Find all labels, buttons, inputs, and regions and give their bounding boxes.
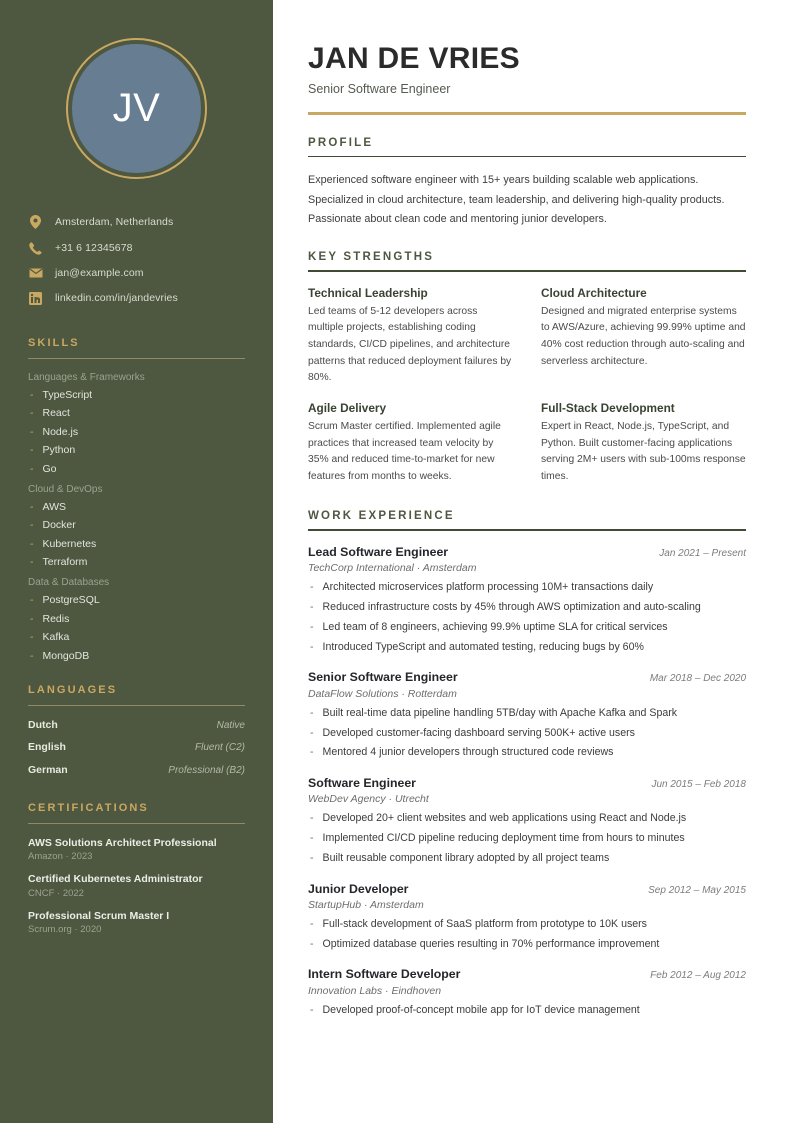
strength-title: Full-Stack Development: [541, 401, 675, 416]
skill-item: [24, 426, 249, 438]
certification-meta: Amazon · 2023: [28, 851, 93, 862]
skill-group: [24, 372, 249, 475]
strength-description: Expert in React, Node.js, TypeScript, and Python. Built customer-facing applications serving 2M+ users with sub-100ms response times.: [541, 421, 746, 483]
skill-label: PostgreSQL: [42, 594, 100, 606]
dash-bullet: -: [310, 726, 314, 739]
dash-bullet: -: [30, 594, 34, 606]
dash-bullet: -: [310, 746, 314, 759]
dash-bullet: -: [310, 581, 314, 594]
skill-label: Node.js: [42, 425, 79, 438]
job-header-row: [308, 670, 746, 684]
certification-item: [24, 910, 249, 936]
job-bullet: [308, 936, 746, 952]
contact-text: +31 6 12345678: [55, 242, 133, 254]
skill-label: Kafka: [42, 631, 70, 643]
dash-bullet: -: [30, 556, 34, 568]
skill-group-label: Languages & Frameworks: [28, 371, 145, 383]
languages-section: [24, 684, 249, 776]
job-bullet: [308, 619, 746, 635]
dash-bullet: -: [30, 519, 34, 531]
dash-bullet: -: [30, 649, 34, 662]
language-row: [24, 764, 249, 776]
skills-heading: SKILLS: [28, 336, 80, 349]
skill-label: Python: [42, 444, 76, 456]
languages-heading: LANGUAGES: [28, 683, 118, 696]
dash-bullet: -: [310, 620, 314, 633]
job-bullet-text: Developed customer-facing dashboard serving 500K+ active users: [322, 726, 635, 739]
contact-text: Amsterdam, Netherlands: [55, 216, 174, 228]
dash-bullet: -: [30, 407, 34, 419]
contact-list: [24, 215, 249, 305]
skill-item: [24, 444, 249, 456]
certifications-section: [24, 802, 249, 936]
skill-item: [24, 538, 249, 550]
job-bullet: [308, 579, 746, 595]
certifications-heading: CERTIFICATIONS: [28, 801, 149, 814]
skill-item: [24, 631, 249, 643]
contact-text: jan@example.com: [55, 267, 144, 279]
job-header-row: [308, 545, 746, 559]
language-row: [24, 719, 249, 731]
certification-name: Certified Kubernetes Administrator: [28, 873, 203, 885]
job-bullet-text: Reduced infrastructure costs by 45% through AWS optimization and auto-scaling: [322, 600, 701, 613]
work-experience-heading: WORK EXPERIENCE: [308, 509, 455, 522]
linkedin-icon: [28, 292, 43, 305]
profile-heading: PROFILE: [308, 136, 374, 149]
dash-bullet: -: [310, 600, 314, 613]
job-dates: Mar 2018 – Dec 2020: [649, 673, 746, 685]
language-name: German: [28, 763, 68, 776]
job-dates: Sep 2012 – May 2015: [648, 884, 746, 896]
language-level: Native: [216, 719, 245, 731]
dash-bullet: -: [30, 631, 34, 643]
skill-group: [24, 577, 249, 662]
job-bullet-text: Built real-time data pipeline handling 5TB/day with Apache Kafka and Spark: [322, 706, 678, 719]
avatar-wrap: [24, 38, 249, 179]
job-role: Software Engineer: [308, 775, 416, 790]
job-bullet-text: Led team of 8 engineers, achieving 99.9% uptime SLA for critical services: [322, 620, 668, 633]
job-entry: [308, 882, 746, 953]
skill-item: [24, 463, 249, 475]
job-entry: [308, 670, 746, 761]
certification-meta: CNCF · 2022: [28, 887, 84, 899]
skill-label: Redis: [42, 612, 70, 625]
job-entry: [308, 776, 746, 867]
job-bullet-text: Developed 20+ client websites and web applications using React and Node.js: [322, 812, 687, 825]
contact-item-location[interactable]: [24, 215, 249, 229]
divider: [28, 823, 245, 824]
strength-item: [541, 286, 746, 387]
certification-item: [24, 873, 249, 899]
job-company: DataFlow Solutions · Rotterdam: [308, 687, 457, 700]
gold-divider: [308, 112, 746, 115]
dash-bullet: -: [310, 1003, 314, 1016]
job-dates: Jan 2021 – Present: [659, 547, 746, 559]
skill-label: Kubernetes: [42, 537, 97, 550]
job-bullet-text: Optimized database queries resulting in 70% performance improvement: [322, 938, 660, 951]
skill-item: [24, 594, 249, 606]
skill-label: Terraform: [42, 556, 88, 568]
dash-bullet: -: [310, 812, 314, 825]
strength-title: Agile Delivery: [308, 401, 387, 416]
job-bullet: [308, 725, 746, 741]
certification-item: [24, 837, 249, 863]
main-content: [273, 0, 794, 1123]
divider: [28, 358, 245, 359]
divider: [308, 156, 746, 158]
language-level: Professional (B2): [168, 764, 245, 776]
job-bullet-text: Architected microservices platform processing 10M+ transactions daily: [322, 581, 654, 594]
strength-title: Cloud Architecture: [541, 285, 647, 300]
language-name: English: [28, 741, 66, 753]
job-dates: Jun 2015 – Feb 2018: [651, 778, 746, 790]
avatar: [66, 38, 207, 179]
key-strengths-section: [308, 251, 746, 486]
strength-description: Scrum Master certified. Implemented agile practices that increased team velocity by 35% and reduced time-to-market for new features from months to weeks.: [308, 421, 501, 483]
job-bullet-text: Built reusable component library adopted by all project teams: [322, 852, 610, 865]
skills-section: [24, 337, 249, 662]
job-bullet: [308, 744, 746, 760]
job-company: WebDev Agency · Utrecht: [308, 793, 429, 806]
skill-label: React: [42, 407, 70, 419]
job-header-row: [308, 882, 746, 896]
language-row: [24, 741, 249, 753]
job-bullet-text: Introduced TypeScript and automated testing, reducing bugs by 60%: [322, 640, 644, 653]
job-bullet-text: Full-stack development of SaaS platform from prototype to 10K users: [322, 918, 647, 931]
certification-name: AWS Solutions Architect Professional: [28, 836, 217, 849]
dash-bullet: -: [310, 640, 314, 653]
dash-bullet: -: [310, 706, 314, 719]
skill-item: [24, 407, 249, 419]
skill-label: MongoDB: [42, 649, 90, 662]
strength-description: Designed and migrated enterprise systems to AWS/Azure, achieving 99.99% uptime and 40% cost reduction through auto-scaling and serverless architecture.: [541, 305, 746, 367]
dash-bullet: -: [30, 388, 34, 401]
job-bullet: [308, 599, 746, 615]
skill-group: [24, 484, 249, 569]
skill-group-label: Data & Databases: [28, 577, 110, 588]
job-bullet: [308, 1002, 746, 1018]
phone-icon: [28, 242, 43, 255]
skill-item: [24, 501, 249, 513]
skill-label: Docker: [42, 519, 76, 531]
dash-bullet: -: [30, 462, 34, 475]
language-level: Fluent (C2): [194, 742, 245, 753]
strength-title: Technical Leadership: [308, 285, 428, 300]
job-role: Intern Software Developer: [308, 967, 461, 982]
dash-bullet: -: [310, 938, 314, 951]
job-bullet: [308, 810, 746, 826]
job-bullet: [308, 916, 746, 932]
job-company: Innovation Labs · Eindhoven: [308, 984, 442, 997]
certification-name: Professional Scrum Master I: [28, 909, 170, 922]
strength-item: [541, 401, 746, 486]
dash-bullet: -: [310, 918, 314, 931]
contact-text: linkedin.com/in/jandevries: [55, 292, 178, 304]
dash-bullet: -: [30, 425, 34, 438]
job-entry: [308, 545, 746, 656]
job-role: Lead Software Engineer: [308, 544, 449, 559]
job-dates: Feb 2012 – Aug 2012: [650, 970, 746, 982]
skill-group-label: Cloud & DevOps: [28, 483, 103, 495]
avatar-fill: [72, 44, 201, 173]
job-header-row: [308, 967, 746, 981]
divider: [308, 529, 746, 531]
job-bullet-text: Mentored 4 junior developers through structured code reviews: [322, 746, 614, 759]
skill-item: [24, 613, 249, 625]
dash-bullet: -: [30, 612, 34, 625]
skill-item: [24, 556, 249, 568]
strength-description: Led teams of 5-12 developers across multiple projects, establishing coding standards, CI/CD pipelines, and architecture patterns that reduced deployment failures by 80%.: [308, 305, 512, 384]
skill-item: [24, 519, 249, 531]
dash-bullet: -: [310, 832, 314, 845]
divider: [28, 705, 245, 706]
key-strengths-heading: KEY STRENGTHS: [308, 250, 435, 263]
job-title-subtitle: Senior Software Engineer: [308, 82, 451, 96]
divider: [308, 270, 746, 272]
job-company: StartupHub · Amsterdam: [308, 899, 424, 912]
location-pin-icon: [28, 215, 43, 229]
page-title: JAN DE VRIES: [308, 42, 520, 75]
strength-item: [308, 286, 513, 387]
profile-text: Experienced software engineer with 15+ years building scalable web applications. Specialized in cloud architecture, team leadership, and delivering high-quality products. Passionate about clean code and mentoring junior developers.: [308, 174, 725, 225]
certification-meta: Scrum.org · 2020: [28, 924, 102, 935]
skill-item: [24, 389, 249, 401]
job-bullet-text: Developed proof-of-concept mobile app for IoT device management: [322, 1003, 640, 1016]
contact-item-phone[interactable]: [24, 242, 249, 255]
contact-item-email[interactable]: [24, 267, 249, 279]
dash-bullet: -: [310, 852, 314, 865]
job-header-row: [308, 776, 746, 790]
strengths-grid: [308, 286, 746, 486]
envelope-icon: [28, 268, 43, 278]
dash-bullet: -: [30, 537, 34, 550]
job-bullet: [308, 830, 746, 846]
strength-item: [308, 401, 513, 486]
skill-label: AWS: [42, 500, 67, 513]
job-bullet: [308, 705, 746, 721]
avatar-initials: JV: [112, 86, 161, 130]
dash-bullet: -: [30, 500, 34, 513]
job-role: Senior Software Engineer: [308, 670, 458, 685]
profile-section: [308, 137, 746, 229]
skill-label: Go: [42, 462, 57, 475]
skill-label: TypeScript: [42, 388, 93, 401]
contact-item-linkedin[interactable]: [24, 292, 249, 305]
language-name: Dutch: [28, 718, 58, 731]
job-company: TechCorp International · Amsterdam: [308, 562, 477, 575]
dash-bullet: -: [30, 444, 34, 456]
skill-item: [24, 650, 249, 662]
job-bullet: [308, 850, 746, 866]
sidebar: [0, 0, 273, 1123]
job-bullet-text: Implemented CI/CD pipeline reducing deployment time from hours to minutes: [322, 832, 685, 845]
job-role: Junior Developer: [308, 881, 409, 896]
work-experience-section: [308, 510, 746, 1019]
job-entry: [308, 967, 746, 1018]
job-bullet: [308, 639, 746, 655]
